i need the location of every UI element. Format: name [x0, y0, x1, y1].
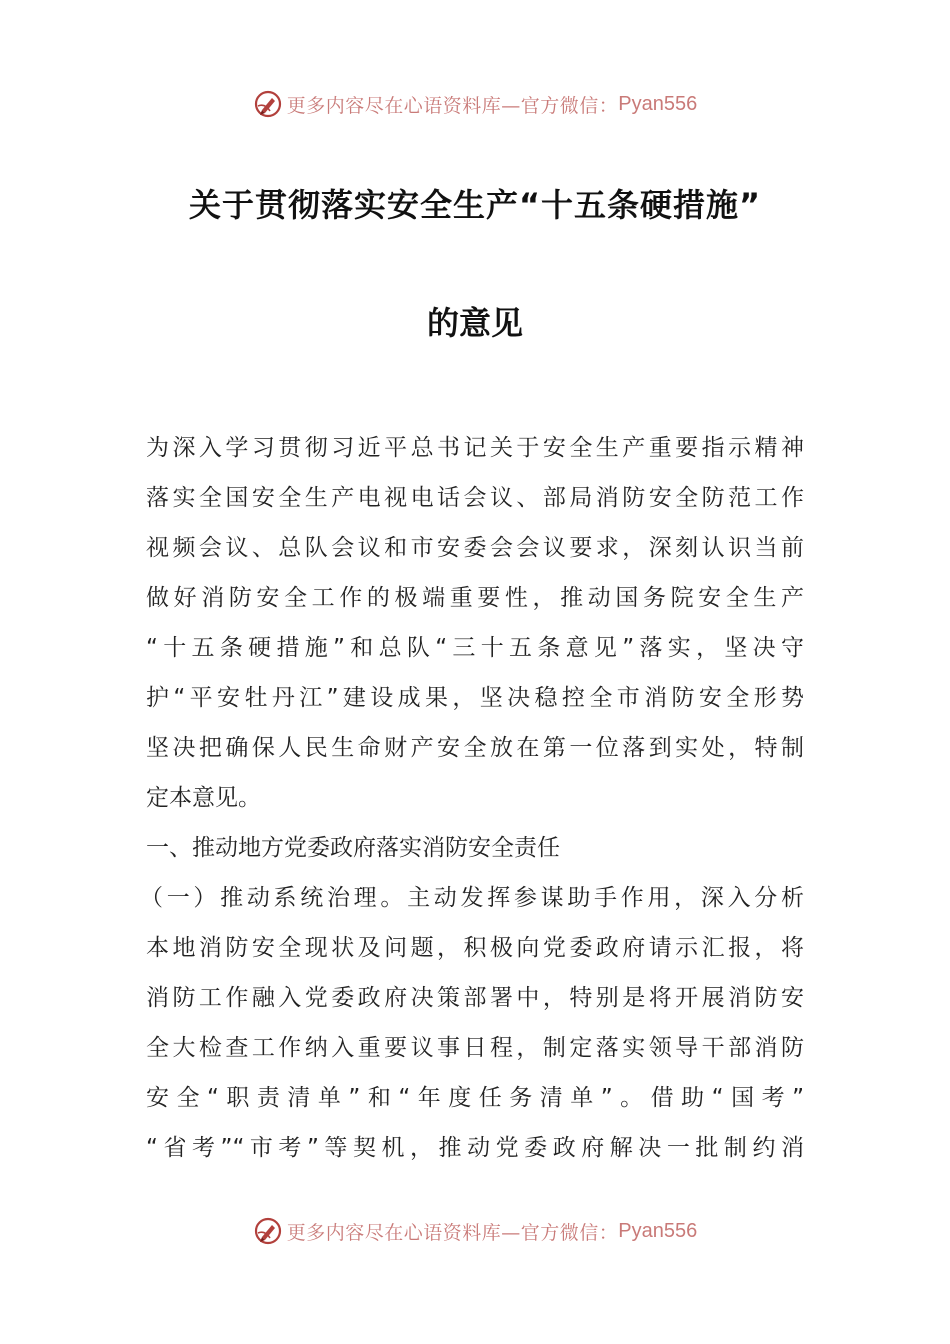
document-title-line-2: 的意见 — [426, 304, 523, 342]
body-line: 落实全国安全生产电视电话会议、部局消防安全防范工作 — [146, 485, 804, 511]
body-line: 本地消防安全现状及问题，积极向党委政府请示汇报，将 — [146, 935, 804, 961]
body-line: 消防工作融入党委政府决策部署中，特别是将开展消防安 — [146, 985, 804, 1011]
body-line: 视频会议、总队会议和市安委会会议要求，深刻认识当前 — [146, 535, 804, 561]
body-line: 定本意见。 — [146, 785, 261, 811]
watermark-wechat-id: Pyan556 — [618, 92, 698, 115]
body-line: 护“平安牡丹江”建设成果，坚决稳控全市消防安全形势 — [146, 685, 804, 711]
body-line: 坚决把确保人民生命财产安全放在第一位落到实处，特制 — [146, 735, 804, 761]
body-line: 安全“职责清单”和“年度任务清单”。借助“国考” — [146, 1085, 804, 1111]
body-line: “省考”“市考”等契机，推动党委政府解决一批制约消 — [146, 1135, 804, 1161]
body-line: 全大检查工作纳入重要议事日程，制定落实领导干部消防 — [146, 1035, 804, 1061]
watermark-text: 更多内容尽在心语资料库—官方微信： — [286, 94, 619, 117]
watermark-text: 更多内容尽在心语资料库—官方微信： — [286, 1221, 619, 1244]
watermark-top — [0, 84, 950, 124]
pen-logo-icon — [253, 89, 283, 119]
body-line: （一）推动系统治理。主动发挥参谋助手作用，深入分析 — [140, 885, 804, 911]
watermark-bottom — [0, 1211, 950, 1251]
document-title-line-1: 关于贯彻落实安全生产“十五条硬措施” — [188, 186, 762, 224]
body-line: 为深入学习贯彻习近平总书记关于安全生产重要指示精神 — [146, 435, 804, 461]
body-line: 做好消防安全工作的极端重要性，推动国务院安全生产 — [146, 585, 804, 611]
body-line: “十五条硬措施”和总队“三十五条意见”落实，坚决守 — [146, 635, 804, 661]
watermark-wechat-id: Pyan556 — [618, 1219, 698, 1242]
section-heading: 一、推动地方党委政府落实消防安全责任 — [146, 835, 560, 861]
pen-logo-icon — [253, 1216, 283, 1246]
